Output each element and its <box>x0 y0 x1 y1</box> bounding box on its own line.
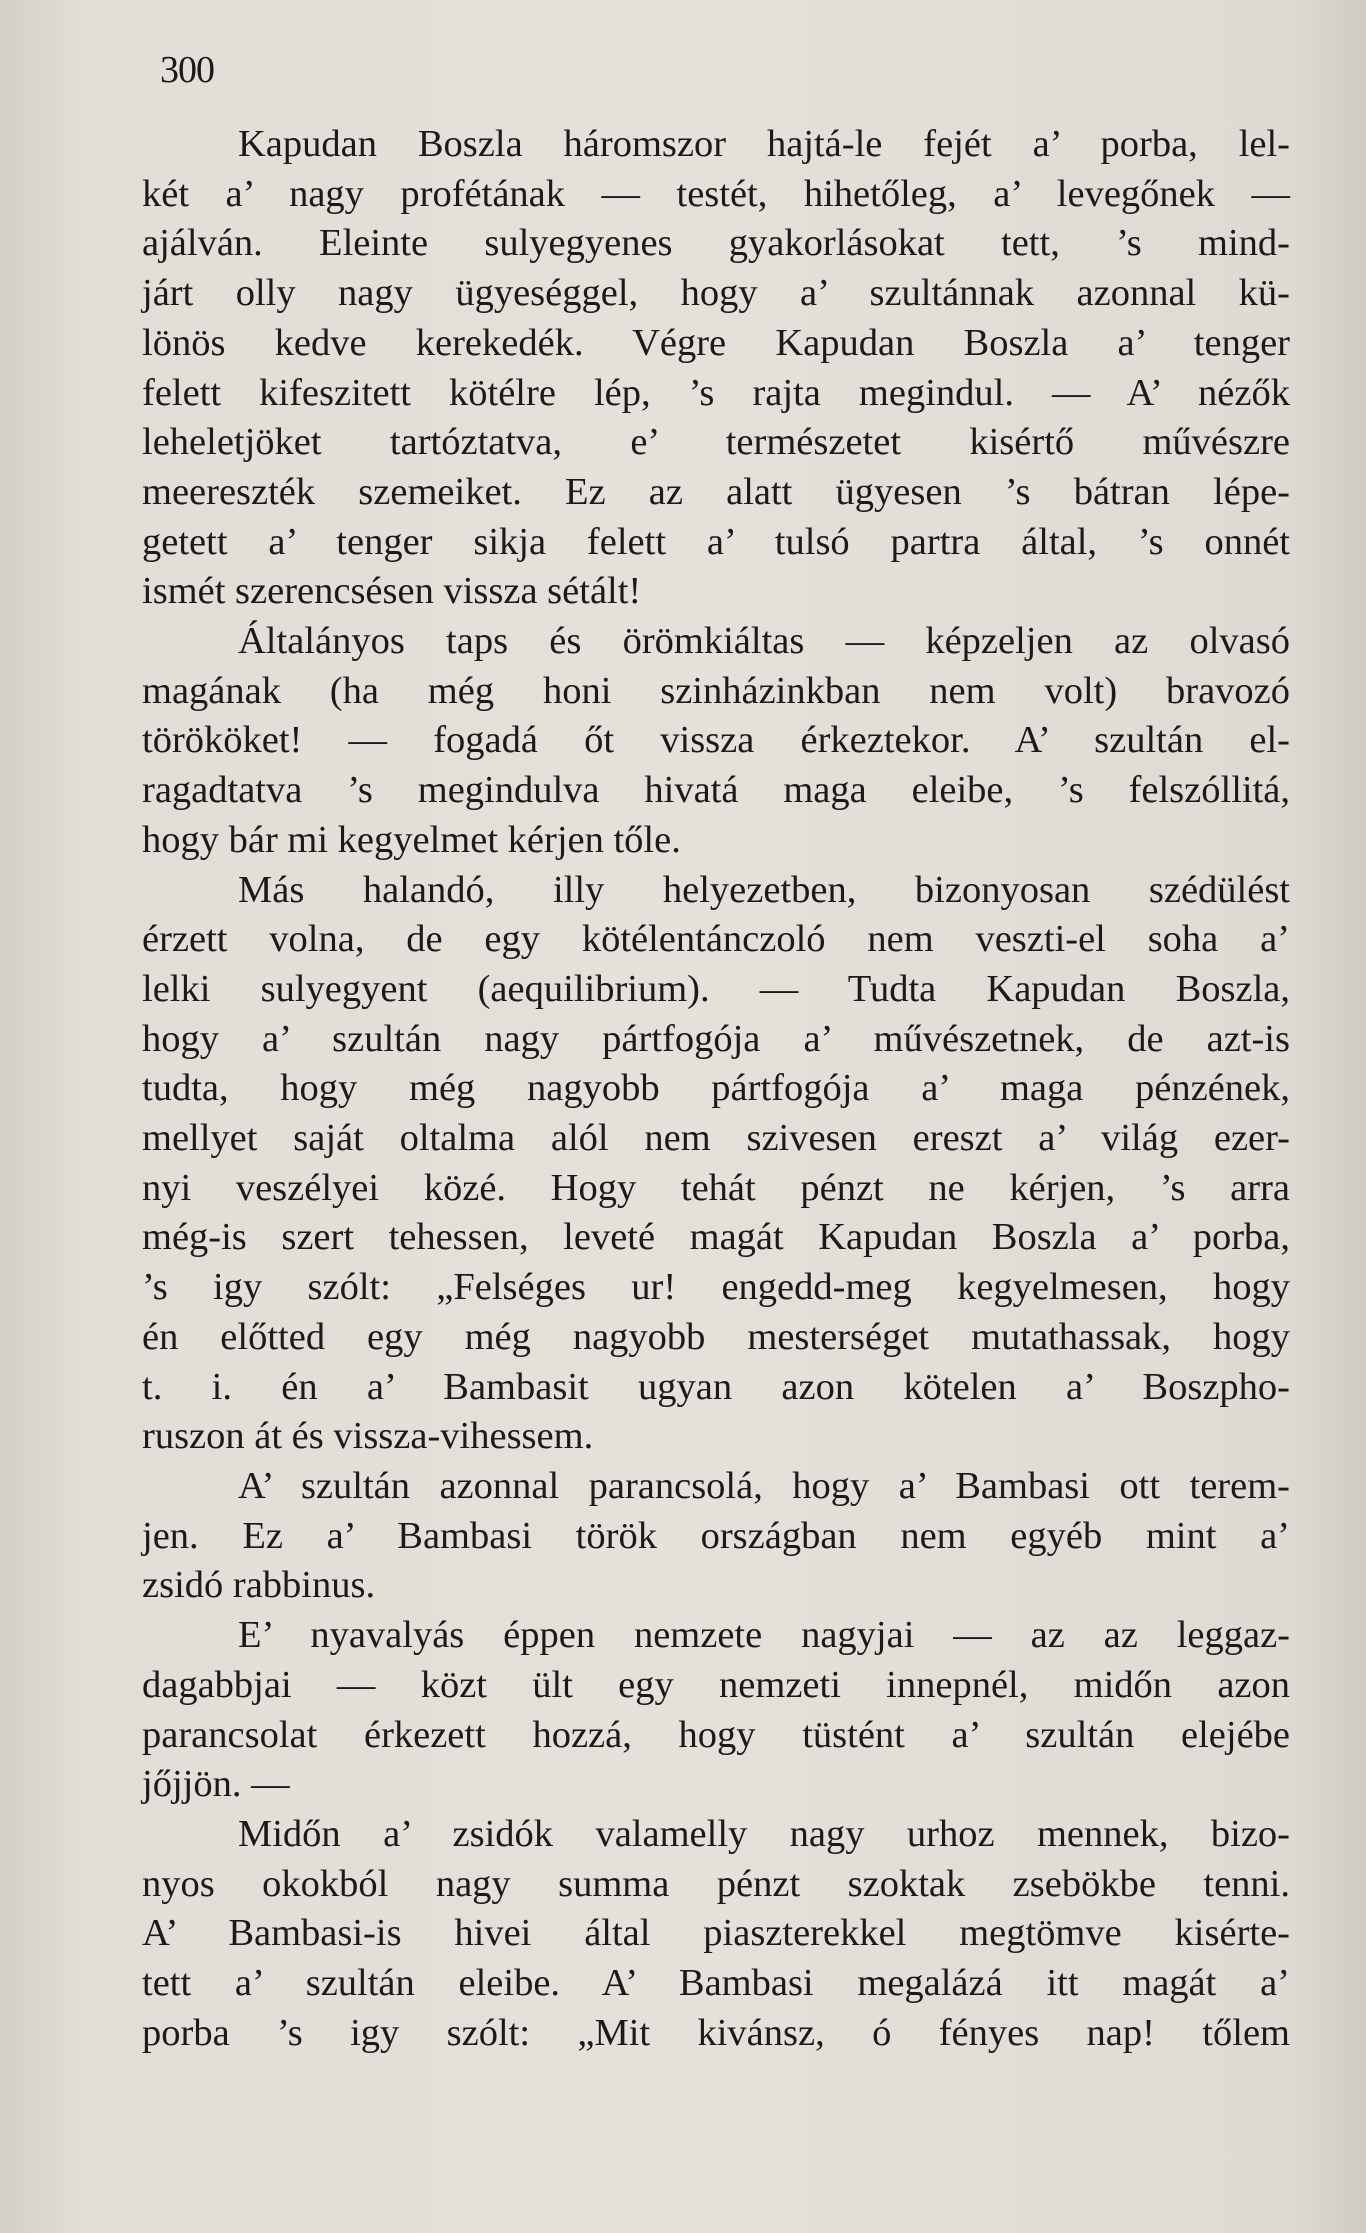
text-line: jen. Ez a’ Bambasi török országban nem egyéb mint a’ <box>142 1514 1290 1557</box>
text-line: mellyet saját oltalma alól nem szivesen ereszt a’ világ ezer- <box>142 1117 1290 1160</box>
text-line: lelki sulyegyent (aequilibrium). — Tudta Kapudan Boszla, <box>142 967 1290 1010</box>
text-line: t. i. én a’ Bambasit ugyan azon kötelen a’ Boszpho- <box>142 1365 1290 1408</box>
text-line: A’ Bambasi-is hivei által piaszterekkel megtömve kisérte- <box>142 1912 1290 1955</box>
text-line: Midőn a’ zsidók valamelly nagy urhoz mennek, bizo- <box>238 1812 1290 1855</box>
text-line: ismét szerencsésen vissza sétált! <box>142 570 642 613</box>
text-line: tett a’ szultán eleibe. A’ Bambasi megalázá itt magát a’ <box>142 1962 1290 2005</box>
text-line: hogy a’ szultán nagy pártfogója a’ művészetnek, de azt-is <box>142 1017 1290 1060</box>
text-line: felett kifeszitett kötélre lép, ’s rajta megindul. — A’ nézők <box>142 371 1290 414</box>
text-line: ruszon át és vissza-vihessem. <box>142 1415 594 1458</box>
text-line: getett a’ tenger sikja felett a’ tulsó partra által, ’s onnét <box>142 520 1290 563</box>
text-line: E’ nyavalyás éppen nemzete nagyjai — az az leggaz- <box>238 1614 1290 1657</box>
text-line: A’ szultán azonnal parancsolá, hogy a’ Bambasi ott terem- <box>238 1464 1290 1507</box>
text-line: zsidó rabbinus. <box>142 1564 376 1607</box>
text-line: Más halandó, illy helyezetben, bizonyosan szédülést <box>238 868 1290 911</box>
text-line: ’s igy szólt: „Felséges ur! engedd-meg kegyelmesen, hogy <box>142 1266 1290 1309</box>
text-line: hogy bár mi kegyelmet kérjen tőle. <box>142 818 681 861</box>
text-line: meereszték szemeiket. Ez az alatt ügyesen ’s bátran lépe- <box>142 470 1290 513</box>
text-line: Kapudan Boszla háromszor hajtá-le fejét a’ porba, lel- <box>238 123 1290 165</box>
page-number: 300 <box>160 49 214 91</box>
text-line: nyos okokból nagy summa pénzt szoktak zsebökbe tenni. <box>142 1862 1290 1905</box>
text-line: törököket! — fogadá őt vissza érkeztekor. A’ szultán el- <box>142 719 1290 762</box>
text-line: még-is szert tehessen, leveté magát Kapudan Boszla a’ porba, <box>142 1216 1290 1259</box>
text-line: ajálván. Eleinte sulyegyenes gyakorlásokat tett, ’s mind- <box>142 222 1290 265</box>
text-line: ragadtatva ’s megindulva hivatá maga eleibe, ’s felszóllitá, <box>142 769 1290 812</box>
text-line: lönös kedve kerekedék. Végre Kapudan Boszla a’ tenger <box>142 321 1290 364</box>
body-text <box>142 120 1290 2058</box>
text-line: jőjjön. — <box>142 1763 290 1806</box>
text-line: érzett volna, de egy kötélentánczoló nem veszti-el soha a’ <box>142 918 1290 961</box>
text-line: nyi veszélyei közé. Hogy tehát pénzt ne kérjen, ’s arra <box>142 1166 1290 1209</box>
text-line: tudta, hogy még nagyobb pártfogója a’ maga pénzének, <box>142 1067 1290 1110</box>
text-line: parancsolat érkezett hozzá, hogy tüstént a’ szultán elejébe <box>142 1713 1290 1756</box>
text-line: két a’ nagy profétának — testét, hihetőleg, a’ levegőnek — <box>142 172 1290 215</box>
text-line: én előtted egy még nagyobb mesterséget mutathassak, hogy <box>142 1315 1290 1358</box>
text-line: Általányos taps és örömkiáltas — képzeljen az olvasó <box>238 620 1290 663</box>
text-line: járt olly nagy ügyeséggel, hogy a’ szultánnak azonnal kü- <box>142 272 1290 315</box>
text-line: leheletjöket tartóztatva, e’ természetet kisértő művészre <box>142 421 1290 464</box>
text-line: dagabbjai — közt ült egy nemzeti innepnél, midőn azon <box>142 1663 1290 1706</box>
text-line: magának (ha még honi szinházinkban nem volt) bravozó <box>142 669 1290 712</box>
text-line: porba ’s igy szólt: „Mit kivánsz, ó fényes nap! tőlem <box>142 2011 1290 2054</box>
